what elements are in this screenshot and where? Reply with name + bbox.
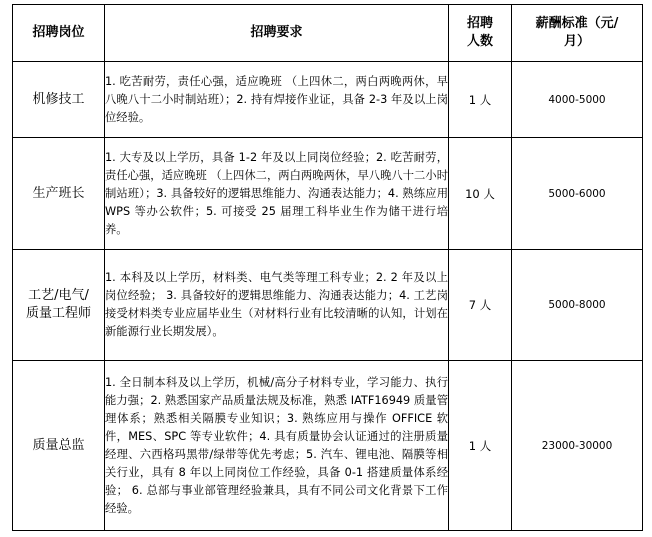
count-cell: 7 人 <box>449 250 512 361</box>
position-line2: 质量工程师 <box>25 306 91 321</box>
table-row <box>13 250 643 361</box>
requirements-cell: 1. 本科及以上学历，材料类、电气类等理工科专业；2. 2 年及以上岗位经验； 3. 具备较好的逻辑思维能力、沟通表达能力；4. 工艺岗接受材料类专业应届毕业生（对材料行业有比较清晰的认知，计划在新能源行业长期发展）。 <box>105 250 449 361</box>
salary-cell: 23000-30000 <box>512 361 643 531</box>
requirements-cell: 1. 全日制本科及以上学历，机械/高分子材料专业，学习能力、执行能力强；2. 熟悉国家产品质量法规及标准，熟悉 IATF16949 质量管理体系；熟悉相关隔膜专业知识；3. 熟练应用与操作 OFFICE 软件，MES、SPC 等专业软件；4. 具有质量协会认证通过的注册质量经理、六西格玛黑带/绿带等优先考虑；5. 汽车、锂电池、隔膜等相关行业，具有 8 年以上同岗位工作经验，具备 0-1 搭建质量体系经验； 6. 总部与事业部管理经验兼具，具有不同公司文化背景下工作经验。 <box>105 361 449 531</box>
header-position: 招聘岗位 <box>13 5 105 62</box>
count-cell: 1 人 <box>449 62 512 138</box>
header-count-line1: 招聘 <box>466 16 493 31</box>
requirements-cell: 1. 吃苦耐劳，责任心强，适应晚班 （上四休二，两白两晚两休，早八晚八十二小时制站班）；2. 持有焊接作业证，具备 2-3 年及以上岗位经验。 <box>105 62 449 138</box>
position-cell: 生产班长 <box>13 138 105 250</box>
table-row <box>13 138 643 250</box>
position-cell: 质量总监 <box>13 361 105 531</box>
count-cell: 10 人 <box>449 138 512 250</box>
header-salary-line1: 薪酬标准（元/ <box>535 16 619 31</box>
header-salary <box>512 5 643 62</box>
header-count-line2: 人数 <box>466 34 493 49</box>
header-requirements: 招聘要求 <box>105 5 449 62</box>
table-row <box>13 62 643 138</box>
position-cell <box>13 250 105 361</box>
table-header-row <box>13 5 643 62</box>
position-cell: 机修技工 <box>13 62 105 138</box>
salary-cell: 5000-8000 <box>512 250 643 361</box>
position-line1: 工艺/电气/ <box>28 288 89 303</box>
requirements-cell: 1. 大专及以上学历，具备 1-2 年及以上同岗位经验；2. 吃苦耐劳，责任心强，适应晚班 （上四休二，两白两晚两休，早八晚八十二小时制站班）；3. 具备较好的逻辑思维能力、沟通表达能力；4. 熟练应用 WPS 等办公软件；5. 可接受 25 届理工科毕业生作为储干进行培养。 <box>105 138 449 250</box>
count-cell: 1 人 <box>449 361 512 531</box>
table-row <box>13 361 643 531</box>
header-salary-line2: 月） <box>563 34 590 49</box>
recruitment-table <box>12 4 643 531</box>
recruitment-table-wrapper <box>12 4 642 531</box>
salary-cell: 4000-5000 <box>512 62 643 138</box>
salary-cell: 5000-6000 <box>512 138 643 250</box>
header-count <box>449 5 512 62</box>
